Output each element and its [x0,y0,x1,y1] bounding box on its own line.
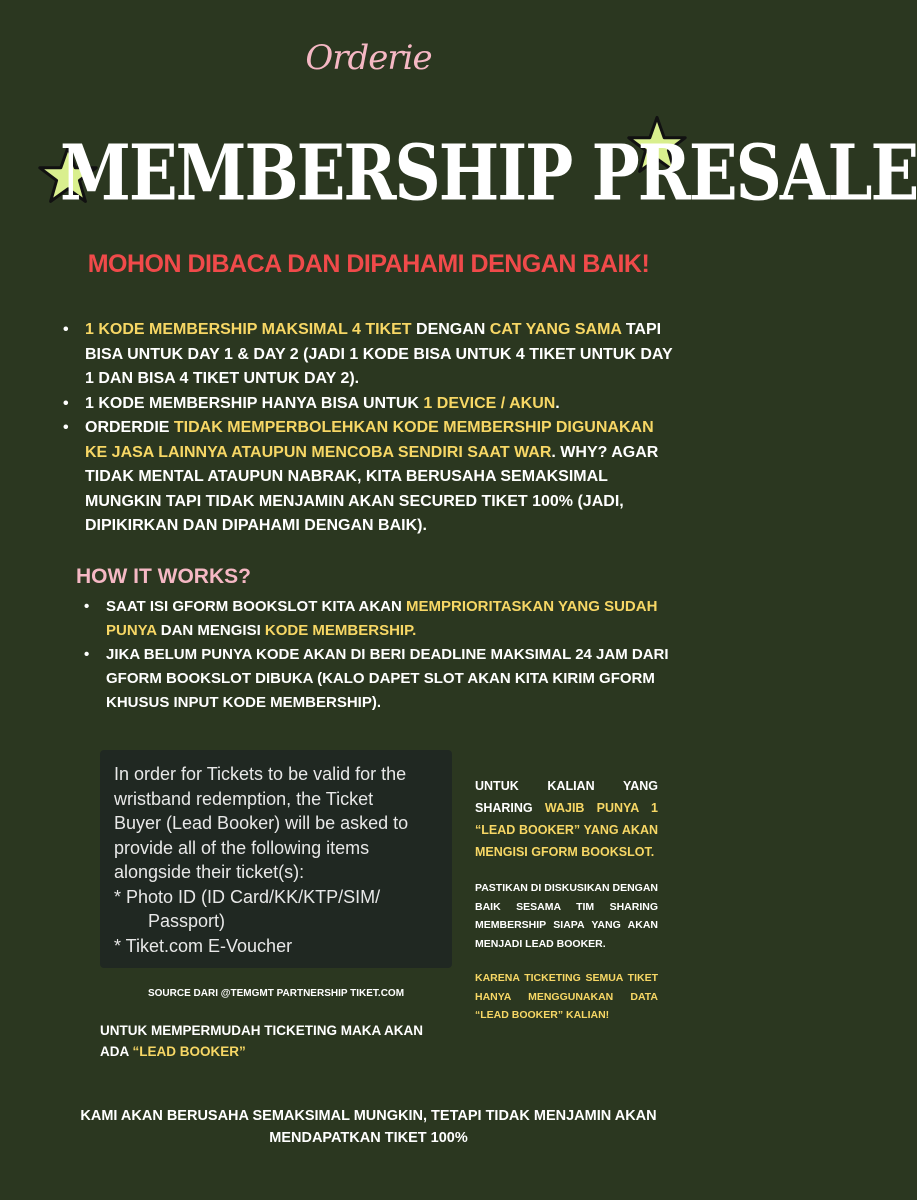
how-it-works-list [106,595,674,715]
subtitle: MOHON DIBACA DAN DIPAHAMI DENGAN BAIK! [87,250,650,278]
screenshot-text: * Tiket.com E-Voucher [114,935,293,956]
source-caption: SOURCE DARI @TEMGMT PARTNERSHIP TIKET.COM [147,988,405,999]
sharing-paragraph: UNTUK KALIAN YANG SHARING WAJIB PUNYA 1 “LEAD BOOKER” YANG AKAN MENGISI GFORM BOOKSLOT. [475,779,658,859]
list-item: • 1 KODE MEMBERSHIP HANYA BISA UNTUK 1 DEVICE / AKUN. [85,392,675,417]
lead-booker-note: UNTUK MEMPERMUDAH TICKETING MAKA AKAN ADA “LEAD BOOKER” [100,1023,423,1059]
screenshot-text: provide all of the following items [114,837,370,858]
sharing-paragraph: PASTIKAN DI DISKUSIKAN DENGAN BAIK SESAMA TIM SHARING MEMBERSHIP SIAPA YANG AKAN MENJADI LEAD BOOKER. [475,882,658,950]
page-title: MEMBERSHIP PRESALE [60,128,917,219]
screenshot-text: Buyer (Lead Booker) will be asked to [114,813,409,833]
sharing-info [475,775,658,1025]
screenshot-text: wristband redemption, the Ticket [114,788,374,809]
list-item: • ORDERDIE TIDAK MEMPERBOLEHKAN KODE MEMBERSHIP DIGUNAKAN KE JASA LAINNYA ATAUPUN MENCOBA SENDIRI SAAT WAR. WHY? AGAR TIDAK MENTAL ATAUPUN NABRAK, KITA BERUSAHA SEMAKSIMAL MUNGKIN TAPI TIDAK MENJAMIN AKAN SECURED TIKET 100% (JADI, DIPIKIRKAN DAN DIPAHAMI DENGAN BAIK). [85,416,675,539]
terms-screenshot [100,750,452,968]
sharing-paragraph: KARENA TICKETING SEMUA TIKET HANYA MENGGUNAKAN DATA “LEAD BOOKER” KALIAN! [475,972,658,1021]
screenshot-text: * Photo ID (ID Card/KK/KTP/SIM/ [114,886,381,907]
list-item: • SAAT ISI GFORM BOOKSLOT KITA AKAN MEMPRIORITASKAN YANG SUDAH PUNYA DAN MENGISI KODE MEMBERSHIP. [106,595,674,643]
list-item: • JIKA BELUM PUNYA KODE AKAN DI BERI DEADLINE MAKSIMAL 24 JAM DARI GFORM BOOKSLOT DIBUKA (KALO DAPET SLOT AKAN KITA KIRIM GFORM KHUSUS INPUT KODE MEMBERSHIP). [106,643,674,715]
screenshot-text: In order for Tickets to be valid for the [114,764,407,784]
footer-disclaimer: KAMI AKAN BERUSAHA SEMAKSIMAL MUNGKIN, TETAPI TIDAK MENJAMIN AKAN MENDAPATKAN TIKET 100% [80,1108,657,1146]
screenshot-text: Passport) [148,911,226,931]
brand-logo: Orderie [305,38,432,78]
list-item: • 1 KODE MEMBERSHIP MAKSIMAL 4 TIKET DENGAN CAT YANG SAMA TAPI BISA UNTUK DAY 1 & DAY 2 (JADI 1 KODE BISA UNTUK 4 TIKET UNTUK DAY 1 DAN BISA 4 TIKET UNTUK DAY 2). [85,318,675,392]
how-it-works-heading: HOW IT WORKS? [76,565,251,588]
rules-list [85,318,675,539]
screenshot-text: alongside their ticket(s): [114,862,305,882]
